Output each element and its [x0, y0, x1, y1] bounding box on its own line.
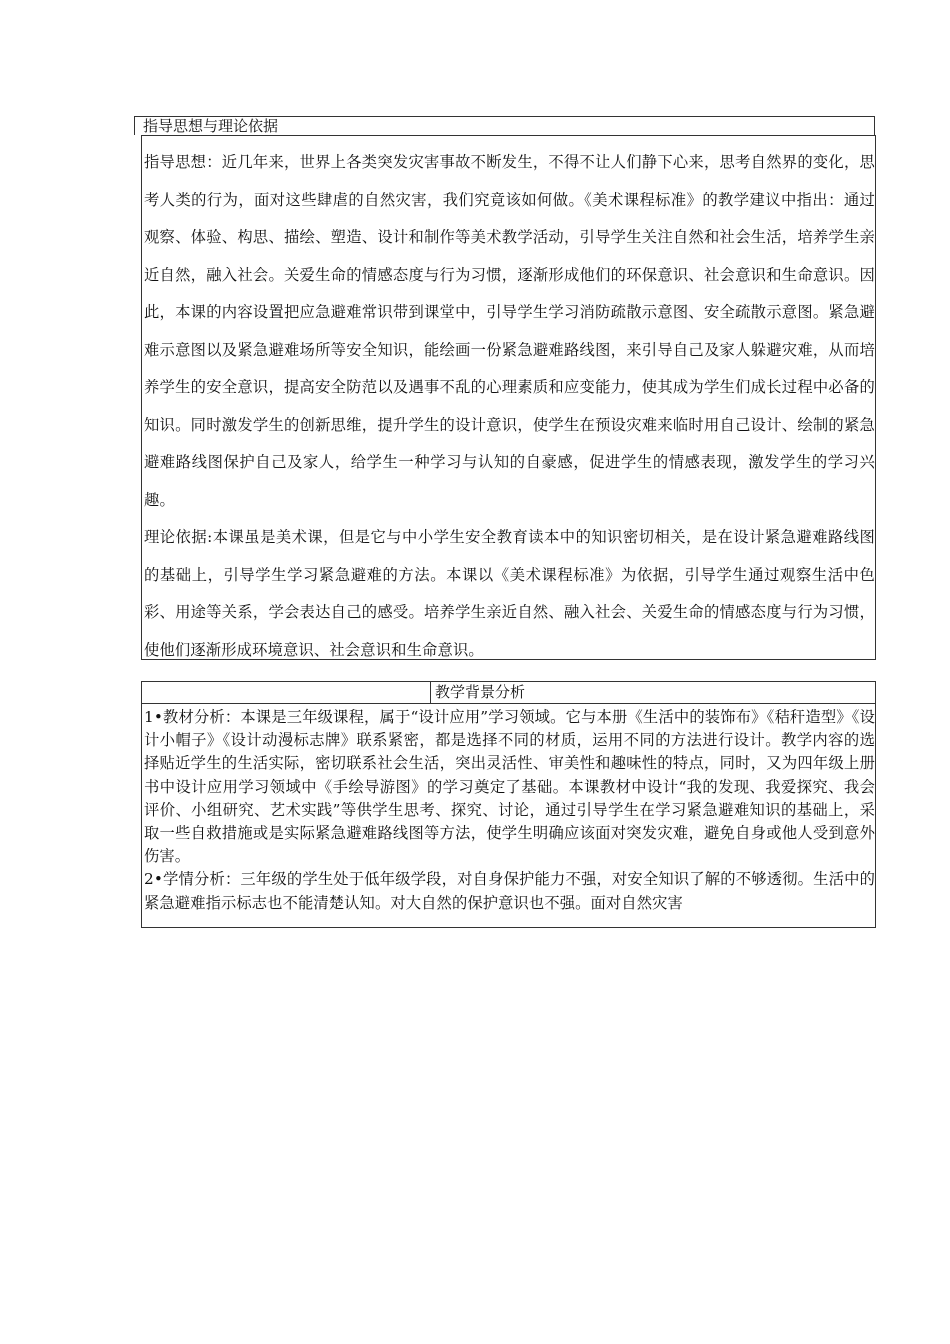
theory-basis-paragraph: 理论依据:本课虽是美术课，但是它与中小学生安全教育读本中的知识密切相关，是在设计紧急避难路线图的基础上，引导学生学习紧急避难的方法。本课以《美术课程标准》为依据，引导学生通过观察生活中色彩、用途等关系，学会表达自己的感受。培养学生亲近自然、融入社会、关爱生命的情感态度与行为习惯，使他们逐渐形成环境意识、社会意识和生命意识。 [144, 528, 875, 659]
teaching-background-header-row [141, 681, 876, 703]
guiding-thought-paragraph: 指导思想：近几年来，世界上各类突发灾害事故不断发生，不得不让人们静下心来，思考自然界的变化，思考人类的行为，面对这些肆虐的自然灾害，我们究竟该如何做。《美术课程标准》的教学建议中指出：通过观察、体验、构思、描绘、塑造、设计和制作等美术教学活动，引导学生关注自然和社会生活，培养学生亲近自然，融入社会。关爱生命的情感态度与行为习惯，逐渐形成他们的环保意识、社会意识和生命意识。因此，本课的内容设置把应急避难常识带到课堂中，引导学生学习消防疏散示意图、安全疏散示意图。紧急避难示意图以及紧急避难场所等安全知识，能绘画一份紧急避难路线图，来引导自己及家人躲避灾难，从而培养学生的安全意识，提高安全防范以及遇事不乱的心理素质和应变能力，使其成为学生们成长过程中必备的知识。同时激发学生的创新思维，提升学生的设计意识，使学生在预设灾难来临时用自己设计、绘制的紧急避难路线图保护自己及家人，给学生一种学习与认知的自豪感，促进学生的情感表现，激发学生的学习兴趣。 [144, 153, 875, 509]
student-analysis-paragraph: 2•学情分析：三年级的学生处于低年级学段，对自身保护能力不强，对安全知识了解的不够透彻。生活中的紧急避难指示标志也不能清楚认知。对大自然的保护意识也不强。面对自然灾害 [144, 870, 875, 912]
teaching-background-cell [141, 703, 876, 928]
material-analysis-paragraph: 1•教材分析：本课是三年级课程，属于“设计应用”学习领域。它与本册《生活中的装饰布》《秸秆造型》《设计小帽子》《设计动漫标志牌》联系紧密，都是选择不同的材质，运用不同的方法进行设计。教学内容的选择贴近学生的生活实际，密切联系社会生活，突出灵活性、审美性和趣味性的特点，同时，又为四年级上册书中设计应用学习领域中《手绘导游图》的学习奠定了基础。本课教材中设计“我的发现、我爱探究、我会评价、小组研究、艺术实践”等供学生思考、探究、讨论，通过引导学生在学习紧急避难知识的基础上，采取一些自救措施或是实际紧急避难路线图等方法，使学生明确应该面对突发灾难，避免自身或他人受到意外伤害。 [144, 708, 875, 866]
section-header-guiding-theory: 指导思想与理论依据 [134, 116, 875, 135]
section-header-teaching-background: 教学背景分析 [430, 682, 525, 703]
guiding-theory-cell [141, 135, 876, 660]
